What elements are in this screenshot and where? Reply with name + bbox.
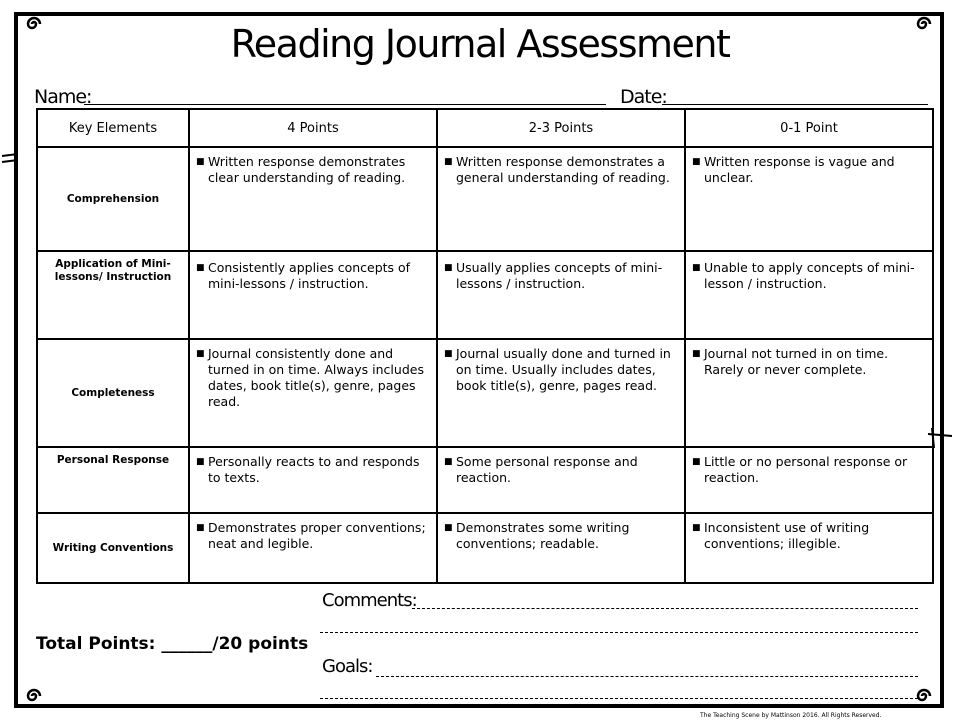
swirl-icon [24, 686, 44, 706]
date-label: Date: [620, 86, 667, 108]
bullet-icon: ■ [444, 523, 453, 533]
table-row [37, 251, 933, 339]
cell-text: Consistently applies concepts of mini-lessons / instruction. [208, 260, 411, 291]
cell-text: Some personal response and reaction. [456, 454, 638, 485]
comments-label: Comments: [322, 590, 417, 611]
goals-field-line-2[interactable] [320, 698, 918, 699]
cell-text: Journal consistently done and turned in on time. Always includes dates, book title(s), genre, pages read. [208, 346, 424, 409]
bullet-icon: ■ [444, 349, 453, 359]
cell-text: Unable to apply concepts of mini-lesson / instruction. [704, 260, 915, 291]
header-2-3-points: 2-3 Points [437, 109, 685, 147]
bullet-icon: ■ [692, 523, 701, 533]
cell-text: Written response demonstrates a general understanding of reading. [456, 154, 670, 185]
row-key: Personal Response [37, 447, 189, 513]
header-0-1-point: 0-1 Point [685, 109, 933, 147]
cell-text: Written response demonstrates clear understanding of reading. [208, 154, 406, 185]
cell-text: Inconsistent use of writing conventions; illegible. [704, 520, 870, 551]
bullet-icon: ■ [692, 457, 701, 467]
comments-field[interactable] [412, 608, 918, 609]
cell-text: Personally reacts to and responds to texts. [208, 454, 420, 485]
comments-field-line-2[interactable] [320, 632, 918, 633]
name-field[interactable] [84, 104, 606, 105]
page-title: Reading Journal Assessment [230, 22, 730, 66]
header-4-points: 4 Points [189, 109, 437, 147]
table-header-row [37, 109, 933, 147]
tick-mark-icon [0, 150, 20, 170]
bullet-icon: ■ [196, 157, 205, 167]
bullet-icon: ■ [692, 349, 701, 359]
row-key: Writing Conventions [37, 513, 189, 583]
table-row [37, 339, 933, 447]
bullet-icon: ■ [444, 457, 453, 467]
bullet-icon: ■ [196, 523, 205, 533]
cell-text: Demonstrates some writing conventions; readable. [456, 520, 630, 551]
cell-text: Demonstrates proper conventions; neat and legible. [208, 520, 426, 551]
copyright-text: The Teaching Scene by Mattinson 2016. All Rights Reserved. [700, 712, 882, 719]
bullet-icon: ■ [196, 349, 205, 359]
goals-field[interactable] [376, 676, 918, 677]
bullet-icon: ■ [692, 157, 701, 167]
header-key-elements: Key Elements [37, 109, 189, 147]
cell-text: Journal usually done and turned in on time. Usually includes dates, book title(s), genre, pages read. [456, 346, 671, 393]
cell-text: Written response is vague and unclear. [704, 154, 895, 185]
table-row [37, 447, 933, 513]
row-key: Comprehension [37, 147, 189, 251]
bullet-icon: ■ [444, 263, 453, 273]
bullet-icon: ■ [196, 457, 205, 467]
name-label: Name: [34, 86, 92, 108]
row-key: Application of Mini-lessons/ Instruction [37, 251, 189, 339]
table-row [37, 513, 933, 583]
row-key: Completeness [37, 339, 189, 447]
total-points-label: Total Points: ______/20 points [36, 634, 309, 654]
goals-label: Goals: [322, 656, 373, 677]
rubric-table [36, 108, 934, 584]
date-field[interactable] [662, 104, 928, 105]
cell-text: Journal not turned in on time. Rarely or never complete. [704, 346, 889, 377]
table-row [37, 147, 933, 251]
bullet-icon: ■ [692, 263, 701, 273]
swirl-icon [914, 686, 934, 706]
bullet-icon: ■ [444, 157, 453, 167]
bullet-icon: ■ [196, 263, 205, 273]
cell-text: Little or no personal response or reaction. [704, 454, 908, 485]
cell-text: Usually applies concepts of mini-lessons / instruction. [456, 260, 663, 291]
